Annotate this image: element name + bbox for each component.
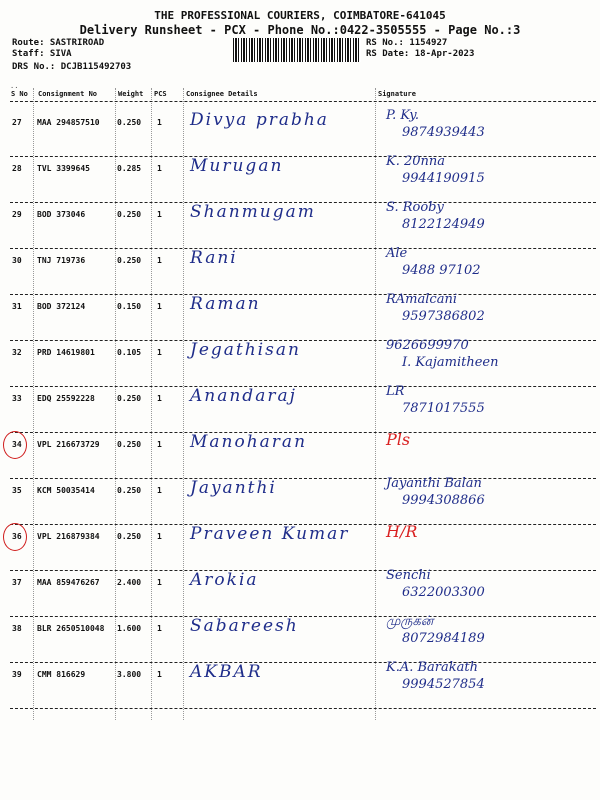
signature-text: Ale: [386, 246, 408, 261]
weight-value: 0.250: [117, 256, 142, 265]
row-divider: [10, 478, 596, 479]
consignment-number: BOD 372124: [37, 302, 86, 311]
row-divider: [10, 708, 596, 709]
row-divider: [10, 340, 596, 341]
consignment-number: TNJ 719736: [37, 256, 86, 265]
consignment-number: VPL 216879384: [37, 532, 100, 541]
column-divider: [151, 88, 152, 720]
header-divider: [10, 101, 596, 102]
consignment-number: MAA 859476267: [37, 578, 100, 587]
column-divider: [33, 88, 34, 720]
signature-text: RAmalcani: [386, 292, 457, 307]
pcs-value: 1: [157, 624, 162, 633]
row-divider: [10, 386, 596, 387]
signature-text: 9626699970: [386, 338, 469, 353]
serial-number: 37: [12, 578, 22, 587]
pcs-value: 1: [157, 578, 162, 587]
consignee-name: Praveen Kumar: [190, 524, 350, 544]
consignment-number: KCM 50035414: [37, 486, 95, 495]
pcs-value: 1: [157, 440, 162, 449]
weight-value: 0.250: [117, 394, 142, 403]
row-divider: [10, 248, 596, 249]
pcs-value: 1: [157, 348, 162, 357]
consignee-name: Anandaraj: [190, 386, 297, 406]
signature-text: K.A. Barakath: [386, 660, 478, 675]
consignee-name: Raman: [190, 294, 261, 314]
pcs-value: 1: [157, 210, 162, 219]
consignment-number: VPL 216673729: [37, 440, 100, 449]
serial-number: 38: [12, 624, 22, 633]
rs-date: RS Date: 18-Apr-2023: [366, 49, 475, 59]
pcs-value: 1: [157, 532, 162, 541]
signature-text: H/R: [386, 522, 418, 541]
weight-value: 0.250: [117, 486, 142, 495]
pcs-value: 1: [157, 164, 162, 173]
pcs-value: 1: [157, 256, 162, 265]
col-consignee: Consignee Details: [186, 90, 258, 98]
consignee-name: AKBAR: [190, 662, 263, 682]
pcs-value: 1: [157, 670, 162, 679]
weight-value: 3.800: [117, 670, 142, 679]
consignment-number: PRD 14619801: [37, 348, 95, 357]
column-divider: [115, 88, 116, 720]
serial-number: 35: [12, 486, 22, 495]
consignee-name: Jegathisan: [190, 340, 301, 360]
company-header: THE PROFESSIONAL COURIERS, COIMBATORE-641045: [154, 9, 446, 22]
staff-label: Staff: SIVA: [12, 49, 72, 59]
signature-text: முருகன்: [386, 614, 434, 629]
signature-text: 9994308866: [402, 493, 485, 508]
route-label: Route: SASTRIROAD: [12, 38, 105, 48]
red-circle-mark: [3, 431, 27, 459]
consignment-number: BOD 373046: [37, 210, 86, 219]
consignee-name: Arokia: [190, 570, 259, 590]
col-pcs: PCS: [154, 90, 167, 98]
weight-value: 2.400: [117, 578, 142, 587]
signature-text: 8122124949: [402, 217, 485, 232]
consignee-name: Jayanthi: [190, 478, 277, 498]
row-divider: [10, 662, 596, 663]
weight-value: 0.285: [117, 164, 142, 173]
red-circle-mark: [3, 523, 27, 551]
weight-value: 0.250: [117, 118, 142, 127]
column-divider: [183, 88, 184, 720]
column-divider: [375, 88, 376, 720]
barcode: [233, 38, 361, 62]
pcs-value: 1: [157, 302, 162, 311]
signature-text: 9874939443: [402, 125, 485, 140]
serial-number: 36: [12, 532, 22, 541]
signature-text: 9944190915: [402, 171, 485, 186]
weight-value: 0.250: [117, 210, 142, 219]
consignee-name: Murugan: [190, 156, 284, 176]
col-weight: Weight: [118, 90, 144, 98]
serial-number: 34: [12, 440, 22, 449]
serial-number: 32: [12, 348, 22, 357]
col-sno: S No: [11, 90, 28, 98]
consignee-name: Manoharan: [190, 432, 308, 452]
weight-value: 1.600: [117, 624, 142, 633]
weight-value: 0.105: [117, 348, 142, 357]
signature-text: 8072984189: [402, 631, 485, 646]
row-divider: [10, 616, 596, 617]
signature-text: Jayanthi Balan: [386, 476, 482, 491]
consignment-number: BLR 2650510048: [37, 624, 105, 633]
weight-value: 0.250: [117, 440, 142, 449]
runsheet-title: Delivery Runsheet - PCX - Phone No.:0422-3505555 - Page No.:3: [79, 23, 521, 37]
pcs-value: 1: [157, 394, 162, 403]
consignee-name: Sabareesh: [190, 616, 299, 636]
serial-number: 28: [12, 164, 22, 173]
serial-number: 29: [12, 210, 22, 219]
consignment-number: CMM 816629: [37, 670, 86, 679]
weight-value: 0.250: [117, 532, 142, 541]
serial-number: 33: [12, 394, 22, 403]
row-divider: [10, 294, 596, 295]
dots-marker: ..: [10, 82, 19, 90]
row-divider: [10, 570, 596, 571]
signature-text: 9994527854: [402, 677, 485, 692]
serial-number: 27: [12, 118, 22, 127]
col-signature: Signature: [378, 90, 416, 98]
signature-text: 7871017555: [402, 401, 485, 416]
signature-text: I. Kajamitheen: [402, 355, 499, 370]
serial-number: 30: [12, 256, 22, 265]
signature-text: 6322003300: [402, 585, 485, 600]
pcs-value: 1: [157, 486, 162, 495]
signature-text: S. Rooby: [386, 200, 444, 215]
col-consignment: Consignment No: [38, 90, 98, 98]
signature-text: Pls: [386, 430, 411, 449]
consignment-number: EDQ 25592228: [37, 394, 95, 403]
consignment-number: MAA 294857510: [37, 118, 100, 127]
serial-number: 31: [12, 302, 22, 311]
signature-text: 9488 97102: [402, 263, 481, 278]
signature-text: P. Ky.: [386, 108, 420, 123]
row-divider: [10, 156, 596, 157]
signature-text: LR: [386, 384, 405, 399]
consignee-name: Divya prabha: [190, 110, 329, 130]
weight-value: 0.150: [117, 302, 142, 311]
drs-number: DRS No.: DCJB115492703: [12, 62, 132, 72]
signature-text: 9597386802: [402, 309, 485, 324]
consignee-name: Shanmugam: [190, 202, 316, 222]
rs-number: RS No.: 1154927: [366, 38, 448, 48]
signature-text: K. 20nna: [386, 154, 446, 169]
serial-number: 39: [12, 670, 22, 679]
consignment-number: TVL 3399645: [37, 164, 90, 173]
consignee-name: Rani: [190, 248, 238, 268]
signature-text: Senchi: [386, 568, 431, 583]
pcs-value: 1: [157, 118, 162, 127]
